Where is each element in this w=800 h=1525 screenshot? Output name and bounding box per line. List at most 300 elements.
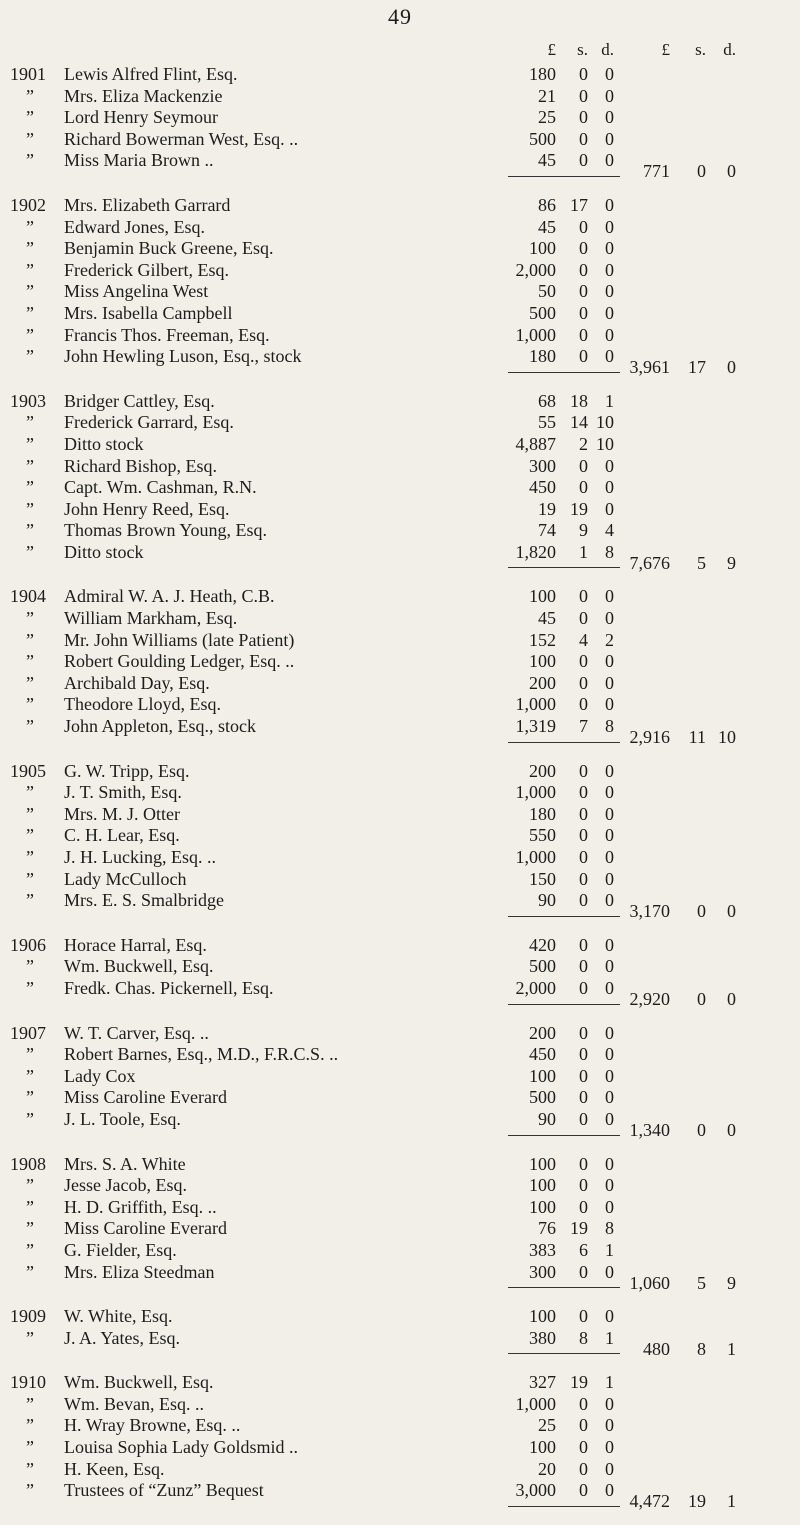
amount-shillings: 0 <box>579 1087 588 1108</box>
total-pounds: 7,676 <box>629 552 670 573</box>
amount-pounds: 100 <box>529 238 556 259</box>
amount-pounds: 55 <box>538 412 556 433</box>
ditto-mark: ” <box>26 651 34 672</box>
amount-pounds: 1,000 <box>515 324 556 345</box>
donor-name: Robert Barnes, Esq., M.D., F.R.C.S. .. <box>64 1044 339 1065</box>
ledger-row <box>0 1240 800 1262</box>
amount-pounds: 180 <box>529 346 556 367</box>
total-pounds: 480 <box>643 1338 670 1359</box>
amount-pounds: 68 <box>538 390 556 411</box>
donor-name: Mrs. M. J. Otter <box>64 803 180 824</box>
ledger-row <box>0 1154 800 1176</box>
year-group <box>0 1023 800 1154</box>
donor-name: Wm. Bevan, Esq. .. <box>64 1393 204 1414</box>
header-total-pounds: £ <box>661 40 670 59</box>
amount-shillings: 4 <box>579 629 588 650</box>
amount-shillings: 0 <box>579 259 588 280</box>
amount-pence: 0 <box>605 324 614 345</box>
amount-pounds: 450 <box>529 477 556 498</box>
amount-pence: 2 <box>605 629 614 650</box>
amount-pence: 0 <box>605 760 614 781</box>
amount-shillings: 0 <box>579 324 588 345</box>
amount-pounds: 100 <box>529 1175 556 1196</box>
amount-pounds: 74 <box>538 520 556 541</box>
amount-pence: 0 <box>605 782 614 803</box>
amount-pounds: 500 <box>529 1087 556 1108</box>
amount-pounds: 180 <box>529 803 556 824</box>
amount-shillings: 0 <box>579 608 588 629</box>
ledger-row <box>0 281 800 303</box>
amount-shillings: 0 <box>579 1480 588 1501</box>
ledger-row <box>0 260 800 282</box>
donor-name: Capt. Wm. Cashman, R.N. <box>64 477 257 498</box>
total-pence: 9 <box>727 552 736 573</box>
amount-pounds: 380 <box>529 1327 556 1348</box>
amount-shillings: 0 <box>579 216 588 237</box>
ledger-row <box>0 434 800 456</box>
ledger-row <box>0 1306 800 1328</box>
total-pence: 0 <box>727 161 736 182</box>
amount-shillings: 0 <box>579 346 588 367</box>
subtotal-rule <box>0 368 800 377</box>
amount-pounds: 100 <box>529 1153 556 1174</box>
ditto-mark: ” <box>26 694 34 715</box>
amount-pence: 0 <box>605 956 614 977</box>
amount-pence: 0 <box>605 1175 614 1196</box>
ledger-row <box>0 1066 800 1088</box>
ledger-row <box>0 477 800 499</box>
amount-pounds: 2,000 <box>515 259 556 280</box>
ledger-row <box>0 107 800 129</box>
header-total-pence: d. <box>723 40 736 59</box>
donor-name: J. L. Toole, Esq. <box>64 1108 181 1129</box>
ditto-mark: ” <box>26 1218 34 1239</box>
amount-pounds: 200 <box>529 760 556 781</box>
donor-name: Ditto stock <box>64 433 144 454</box>
donor-name: Mrs. S. A. White <box>64 1153 186 1174</box>
amount-pence: 0 <box>605 346 614 367</box>
amount-pence: 0 <box>605 934 614 955</box>
ditto-mark: ” <box>26 477 34 498</box>
amount-shillings: 0 <box>579 1044 588 1065</box>
amount-pence: 0 <box>605 498 614 519</box>
year-label: 1902 <box>10 194 46 215</box>
ditto-mark: ” <box>26 977 34 998</box>
amount-shillings: 0 <box>579 934 588 955</box>
amount-shillings: 0 <box>579 672 588 693</box>
amount-pence: 0 <box>605 694 614 715</box>
amount-pence: 1 <box>605 1372 614 1393</box>
amount-shillings: 1 <box>579 541 588 562</box>
donor-name: Bridger Cattley, Esq. <box>64 390 215 411</box>
year-group <box>0 195 800 391</box>
ditto-mark: ” <box>26 1261 34 1282</box>
amount-shillings: 0 <box>579 586 588 607</box>
ledger-row <box>0 1261 800 1293</box>
donor-name: Admiral W. A. J. Heath, C.B. <box>64 586 275 607</box>
ledger-row <box>0 150 800 182</box>
amount-pence: 0 <box>605 977 614 998</box>
header-pounds: £ <box>547 40 556 59</box>
ditto-mark: ” <box>26 1480 34 1501</box>
ditto-mark: ” <box>26 85 34 106</box>
ditto-mark: ” <box>26 259 34 280</box>
amount-pounds: 1,000 <box>515 694 556 715</box>
ditto-mark: ” <box>26 890 34 911</box>
amount-shillings: 0 <box>579 803 588 824</box>
amount-pounds: 100 <box>529 1065 556 1086</box>
total-shillings: 11 <box>688 727 706 748</box>
ditto-mark: ” <box>26 1087 34 1108</box>
amount-shillings: 9 <box>579 520 588 541</box>
total-shillings: 8 <box>697 1338 706 1359</box>
ditto-mark: ” <box>26 302 34 323</box>
ditto-mark: ” <box>26 520 34 541</box>
donor-name: Robert Goulding Ledger, Esq. .. <box>64 651 295 672</box>
amount-pence: 0 <box>605 128 614 149</box>
amount-pounds: 25 <box>538 1415 556 1436</box>
donor-name: G. Fielder, Esq. <box>64 1239 177 1260</box>
amount-pence: 0 <box>605 259 614 280</box>
total-pence: 0 <box>727 1119 736 1140</box>
amount-pounds: 19 <box>538 498 556 519</box>
donor-name: John Appleton, Esq., stock <box>64 716 256 737</box>
year-label: 1909 <box>10 1306 46 1327</box>
total-pounds: 3,961 <box>629 357 670 378</box>
amount-pounds: 100 <box>529 651 556 672</box>
total-shillings: 17 <box>688 357 706 378</box>
year-group <box>0 1372 800 1525</box>
amount-pounds: 45 <box>538 150 556 171</box>
amount-pounds: 1,000 <box>515 782 556 803</box>
amount-shillings: 0 <box>579 85 588 106</box>
donor-name: Lady McCulloch <box>64 868 187 889</box>
amount-pence: 8 <box>605 716 614 737</box>
amount-pence: 0 <box>605 1393 614 1414</box>
amount-pence: 0 <box>605 1480 614 1501</box>
ledger-row <box>0 217 800 239</box>
amount-shillings: 18 <box>570 390 588 411</box>
donor-name: Mrs. Eliza Steedman <box>64 1261 215 1282</box>
ledger-row <box>0 782 800 804</box>
amount-pence: 0 <box>605 1044 614 1065</box>
ditto-mark: ” <box>26 1415 34 1436</box>
amount-shillings: 0 <box>579 847 588 867</box>
amount-pounds: 500 <box>529 956 556 977</box>
ditto-mark: ” <box>26 1437 34 1458</box>
year-label: 1906 <box>10 934 46 955</box>
amount-pence: 0 <box>605 1306 614 1327</box>
amount-shillings: 0 <box>579 1393 588 1414</box>
ledger-row <box>0 86 800 108</box>
ledger-row <box>0 1480 800 1512</box>
subtotal-rule <box>0 172 800 181</box>
amount-pence: 0 <box>605 238 614 259</box>
ditto-mark: ” <box>26 498 34 519</box>
amount-shillings: 0 <box>579 825 588 846</box>
ditto-mark: ” <box>26 1175 34 1196</box>
year-label: 1907 <box>10 1022 46 1043</box>
ditto-mark: ” <box>26 1065 34 1086</box>
donor-name: J. T. Smith, Esq. <box>64 782 182 803</box>
amount-pounds: 76 <box>538 1218 556 1239</box>
amount-shillings: 0 <box>579 694 588 715</box>
amount-pence: 0 <box>605 477 614 498</box>
amount-pence: 0 <box>605 455 614 476</box>
amount-shillings: 0 <box>579 956 588 977</box>
amount-pounds: 100 <box>529 1306 556 1327</box>
amount-shillings: 0 <box>579 107 588 128</box>
donor-name: Trustees of “Zunz” Bequest <box>64 1480 264 1501</box>
amount-pounds: 45 <box>538 216 556 237</box>
amount-pence: 0 <box>605 107 614 128</box>
ledger-row <box>0 1087 800 1109</box>
donor-name: Richard Bishop, Esq. <box>64 455 217 476</box>
amount-pence: 0 <box>605 1087 614 1108</box>
amount-pounds: 20 <box>538 1458 556 1479</box>
ditto-mark: ” <box>26 825 34 846</box>
amount-pence: 0 <box>605 1065 614 1086</box>
donor-name: Frederick Garrard, Esq. <box>64 412 234 433</box>
donor-name: Miss Caroline Everard <box>64 1087 227 1108</box>
donor-name: Horace Harral, Esq. <box>64 934 207 955</box>
total-pence: 0 <box>727 901 736 922</box>
amount-pence: 10 <box>596 433 614 454</box>
ledger-row <box>0 412 800 434</box>
column-headers <box>0 40 800 62</box>
amount-pounds: 150 <box>529 868 556 889</box>
ledger-row <box>0 325 800 347</box>
donor-name: Theodore Lloyd, Esq. <box>64 694 221 715</box>
amount-shillings: 0 <box>579 1022 588 1043</box>
amount-pence: 0 <box>605 868 614 889</box>
ditto-mark: ” <box>26 1196 34 1217</box>
amount-pounds: 2,000 <box>515 977 556 998</box>
donor-name: Thomas Brown Young, Esq. <box>64 520 268 541</box>
amount-pounds: 383 <box>529 1239 556 1260</box>
year-group <box>0 1154 800 1307</box>
donor-name: Fredk. Chas. Pickernell, Esq. <box>64 977 274 998</box>
ditto-mark: ” <box>26 238 34 259</box>
amount-shillings: 19 <box>570 1372 588 1393</box>
year-label: 1904 <box>10 586 46 607</box>
subtotal-rule <box>0 563 800 572</box>
ditto-mark: ” <box>26 1044 34 1065</box>
ditto-mark: ” <box>26 128 34 149</box>
amount-pounds: 300 <box>529 455 556 476</box>
subtotal-rule <box>0 738 800 747</box>
year-group <box>0 586 800 760</box>
amount-pence: 0 <box>605 85 614 106</box>
donor-name: H. D. Griffith, Esq. .. <box>64 1196 217 1217</box>
amount-pounds: 1,000 <box>515 847 556 867</box>
ledger-row <box>0 1372 800 1394</box>
ledger-row <box>0 303 800 325</box>
ledger-row <box>0 1023 800 1045</box>
ledger-row <box>0 1197 800 1219</box>
subtotal-rule <box>0 912 800 921</box>
year-label: 1908 <box>10 1153 46 1174</box>
amount-pence: 0 <box>605 1415 614 1436</box>
amount-shillings: 0 <box>579 1261 588 1282</box>
ditto-mark: ” <box>26 716 34 737</box>
donor-name: Mrs. Elizabeth Garrard <box>64 194 231 215</box>
donor-name: Archibald Day, Esq. <box>64 672 210 693</box>
year-label: 1905 <box>10 760 46 781</box>
ditto-mark: ” <box>26 629 34 650</box>
donation-groups <box>0 64 800 1525</box>
amount-pounds: 420 <box>529 934 556 955</box>
subtotal-rule <box>0 1131 800 1140</box>
ledger-row <box>0 890 800 922</box>
amount-pence: 10 <box>596 412 614 433</box>
total-pounds: 1,340 <box>629 1119 670 1140</box>
ledger-row <box>0 847 800 869</box>
ledger-row <box>0 956 800 978</box>
amount-shillings: 14 <box>570 412 588 433</box>
amount-pence: 0 <box>605 1022 614 1043</box>
amount-pence: 0 <box>605 216 614 237</box>
amount-pounds: 100 <box>529 586 556 607</box>
ditto-mark: ” <box>26 868 34 889</box>
amount-pence: 8 <box>605 1218 614 1239</box>
ledger-row <box>0 541 800 573</box>
total-shillings: 0 <box>697 901 706 922</box>
amount-pence: 0 <box>605 64 614 84</box>
ledger-row <box>0 935 800 957</box>
donor-name: W. T. Carver, Esq. .. <box>64 1022 209 1043</box>
amount-pence: 1 <box>605 1239 614 1260</box>
donor-name: Jesse Jacob, Esq. <box>64 1175 187 1196</box>
amount-shillings: 0 <box>579 302 588 323</box>
year-group <box>0 1306 800 1372</box>
amount-shillings: 0 <box>579 977 588 998</box>
amount-pence: 0 <box>605 890 614 911</box>
amount-shillings: 0 <box>579 64 588 84</box>
amount-shillings: 0 <box>579 1458 588 1479</box>
donor-name: H. Keen, Esq. <box>64 1458 165 1479</box>
donor-name: H. Wray Browne, Esq. .. <box>64 1415 241 1436</box>
amount-shillings: 17 <box>570 194 588 215</box>
year-label: 1910 <box>10 1372 46 1393</box>
amount-shillings: 0 <box>579 1306 588 1327</box>
ledger-row <box>0 804 800 826</box>
ledger-row <box>0 195 800 217</box>
amount-pounds: 100 <box>529 1196 556 1217</box>
ledger-row <box>0 456 800 478</box>
ditto-mark: ” <box>26 1108 34 1129</box>
ditto-mark: ” <box>26 1327 34 1348</box>
amount-pence: 4 <box>605 520 614 541</box>
ditto-mark: ” <box>26 216 34 237</box>
donor-name: Mr. John Williams (late Patient) <box>64 629 295 650</box>
subtotal-rule <box>0 1283 800 1292</box>
amount-pence: 0 <box>605 194 614 215</box>
amount-shillings: 0 <box>579 477 588 498</box>
amount-shillings: 0 <box>579 238 588 259</box>
ledger-row <box>0 673 800 695</box>
ditto-mark: ” <box>26 803 34 824</box>
amount-pence: 0 <box>605 803 614 824</box>
ditto-mark: ” <box>26 1239 34 1260</box>
total-pounds: 2,916 <box>629 727 670 748</box>
amount-pence: 0 <box>605 825 614 846</box>
ledger-row <box>0 825 800 847</box>
amount-shillings: 2 <box>579 433 588 454</box>
amount-pence: 0 <box>605 586 614 607</box>
amount-shillings: 0 <box>579 150 588 171</box>
amount-shillings: 0 <box>579 1065 588 1086</box>
amount-pounds: 500 <box>529 128 556 149</box>
total-pence: 1 <box>727 1338 736 1359</box>
amount-pounds: 21 <box>538 85 556 106</box>
ledger-row <box>0 499 800 521</box>
ledger-row <box>0 1218 800 1240</box>
amount-pence: 0 <box>605 672 614 693</box>
total-pounds: 4,472 <box>629 1491 670 1512</box>
amount-shillings: 0 <box>579 1108 588 1129</box>
ditto-mark: ” <box>26 956 34 977</box>
amount-pounds: 25 <box>538 107 556 128</box>
total-shillings: 0 <box>697 988 706 1009</box>
ledger-row <box>0 64 800 86</box>
amount-shillings: 0 <box>579 868 588 889</box>
ditto-mark: ” <box>26 412 34 433</box>
ditto-mark: ” <box>26 324 34 345</box>
subtotal-rule <box>0 1502 800 1511</box>
amount-shillings: 0 <box>579 1415 588 1436</box>
ditto-mark: ” <box>26 1393 34 1414</box>
ledger-row <box>0 586 800 608</box>
amount-pence: 0 <box>605 608 614 629</box>
header-total-shillings: s. <box>695 40 706 59</box>
amount-pence: 0 <box>605 847 614 867</box>
amount-pounds: 1,319 <box>515 716 556 737</box>
year-label: 1901 <box>10 64 46 84</box>
ledger-row <box>0 869 800 891</box>
amount-pounds: 3,000 <box>515 1480 556 1501</box>
ledger-row <box>0 391 800 413</box>
ditto-mark: ” <box>26 1458 34 1479</box>
amount-pence: 8 <box>605 541 614 562</box>
ledger-row <box>0 1108 800 1140</box>
ledger-row <box>0 977 800 1009</box>
amount-pence: 0 <box>605 1108 614 1129</box>
donor-name: Mrs. Eliza Mackenzie <box>64 85 223 106</box>
total-pence: 0 <box>727 988 736 1009</box>
amount-shillings: 0 <box>579 1175 588 1196</box>
amount-pounds: 180 <box>529 64 556 84</box>
ledger-row <box>0 1394 800 1416</box>
header-pence: d. <box>601 40 614 59</box>
amount-pence: 0 <box>605 1261 614 1282</box>
ledger-row <box>0 1327 800 1359</box>
amount-pounds: 200 <box>529 1022 556 1043</box>
donor-name: Lord Henry Seymour <box>64 107 218 128</box>
ledger-row <box>0 129 800 151</box>
ledger-row <box>0 761 800 783</box>
amount-pounds: 100 <box>529 1437 556 1458</box>
amount-pence: 0 <box>605 1458 614 1479</box>
ledger-row <box>0 630 800 652</box>
donor-name: Benjamin Buck Greene, Esq. <box>64 238 274 259</box>
amount-shillings: 0 <box>579 1437 588 1458</box>
donor-name: Ditto stock <box>64 541 144 562</box>
amount-pounds: 50 <box>538 281 556 302</box>
subtotal-rule <box>0 1000 800 1009</box>
amount-pence: 0 <box>605 1153 614 1174</box>
ditto-mark: ” <box>26 150 34 171</box>
